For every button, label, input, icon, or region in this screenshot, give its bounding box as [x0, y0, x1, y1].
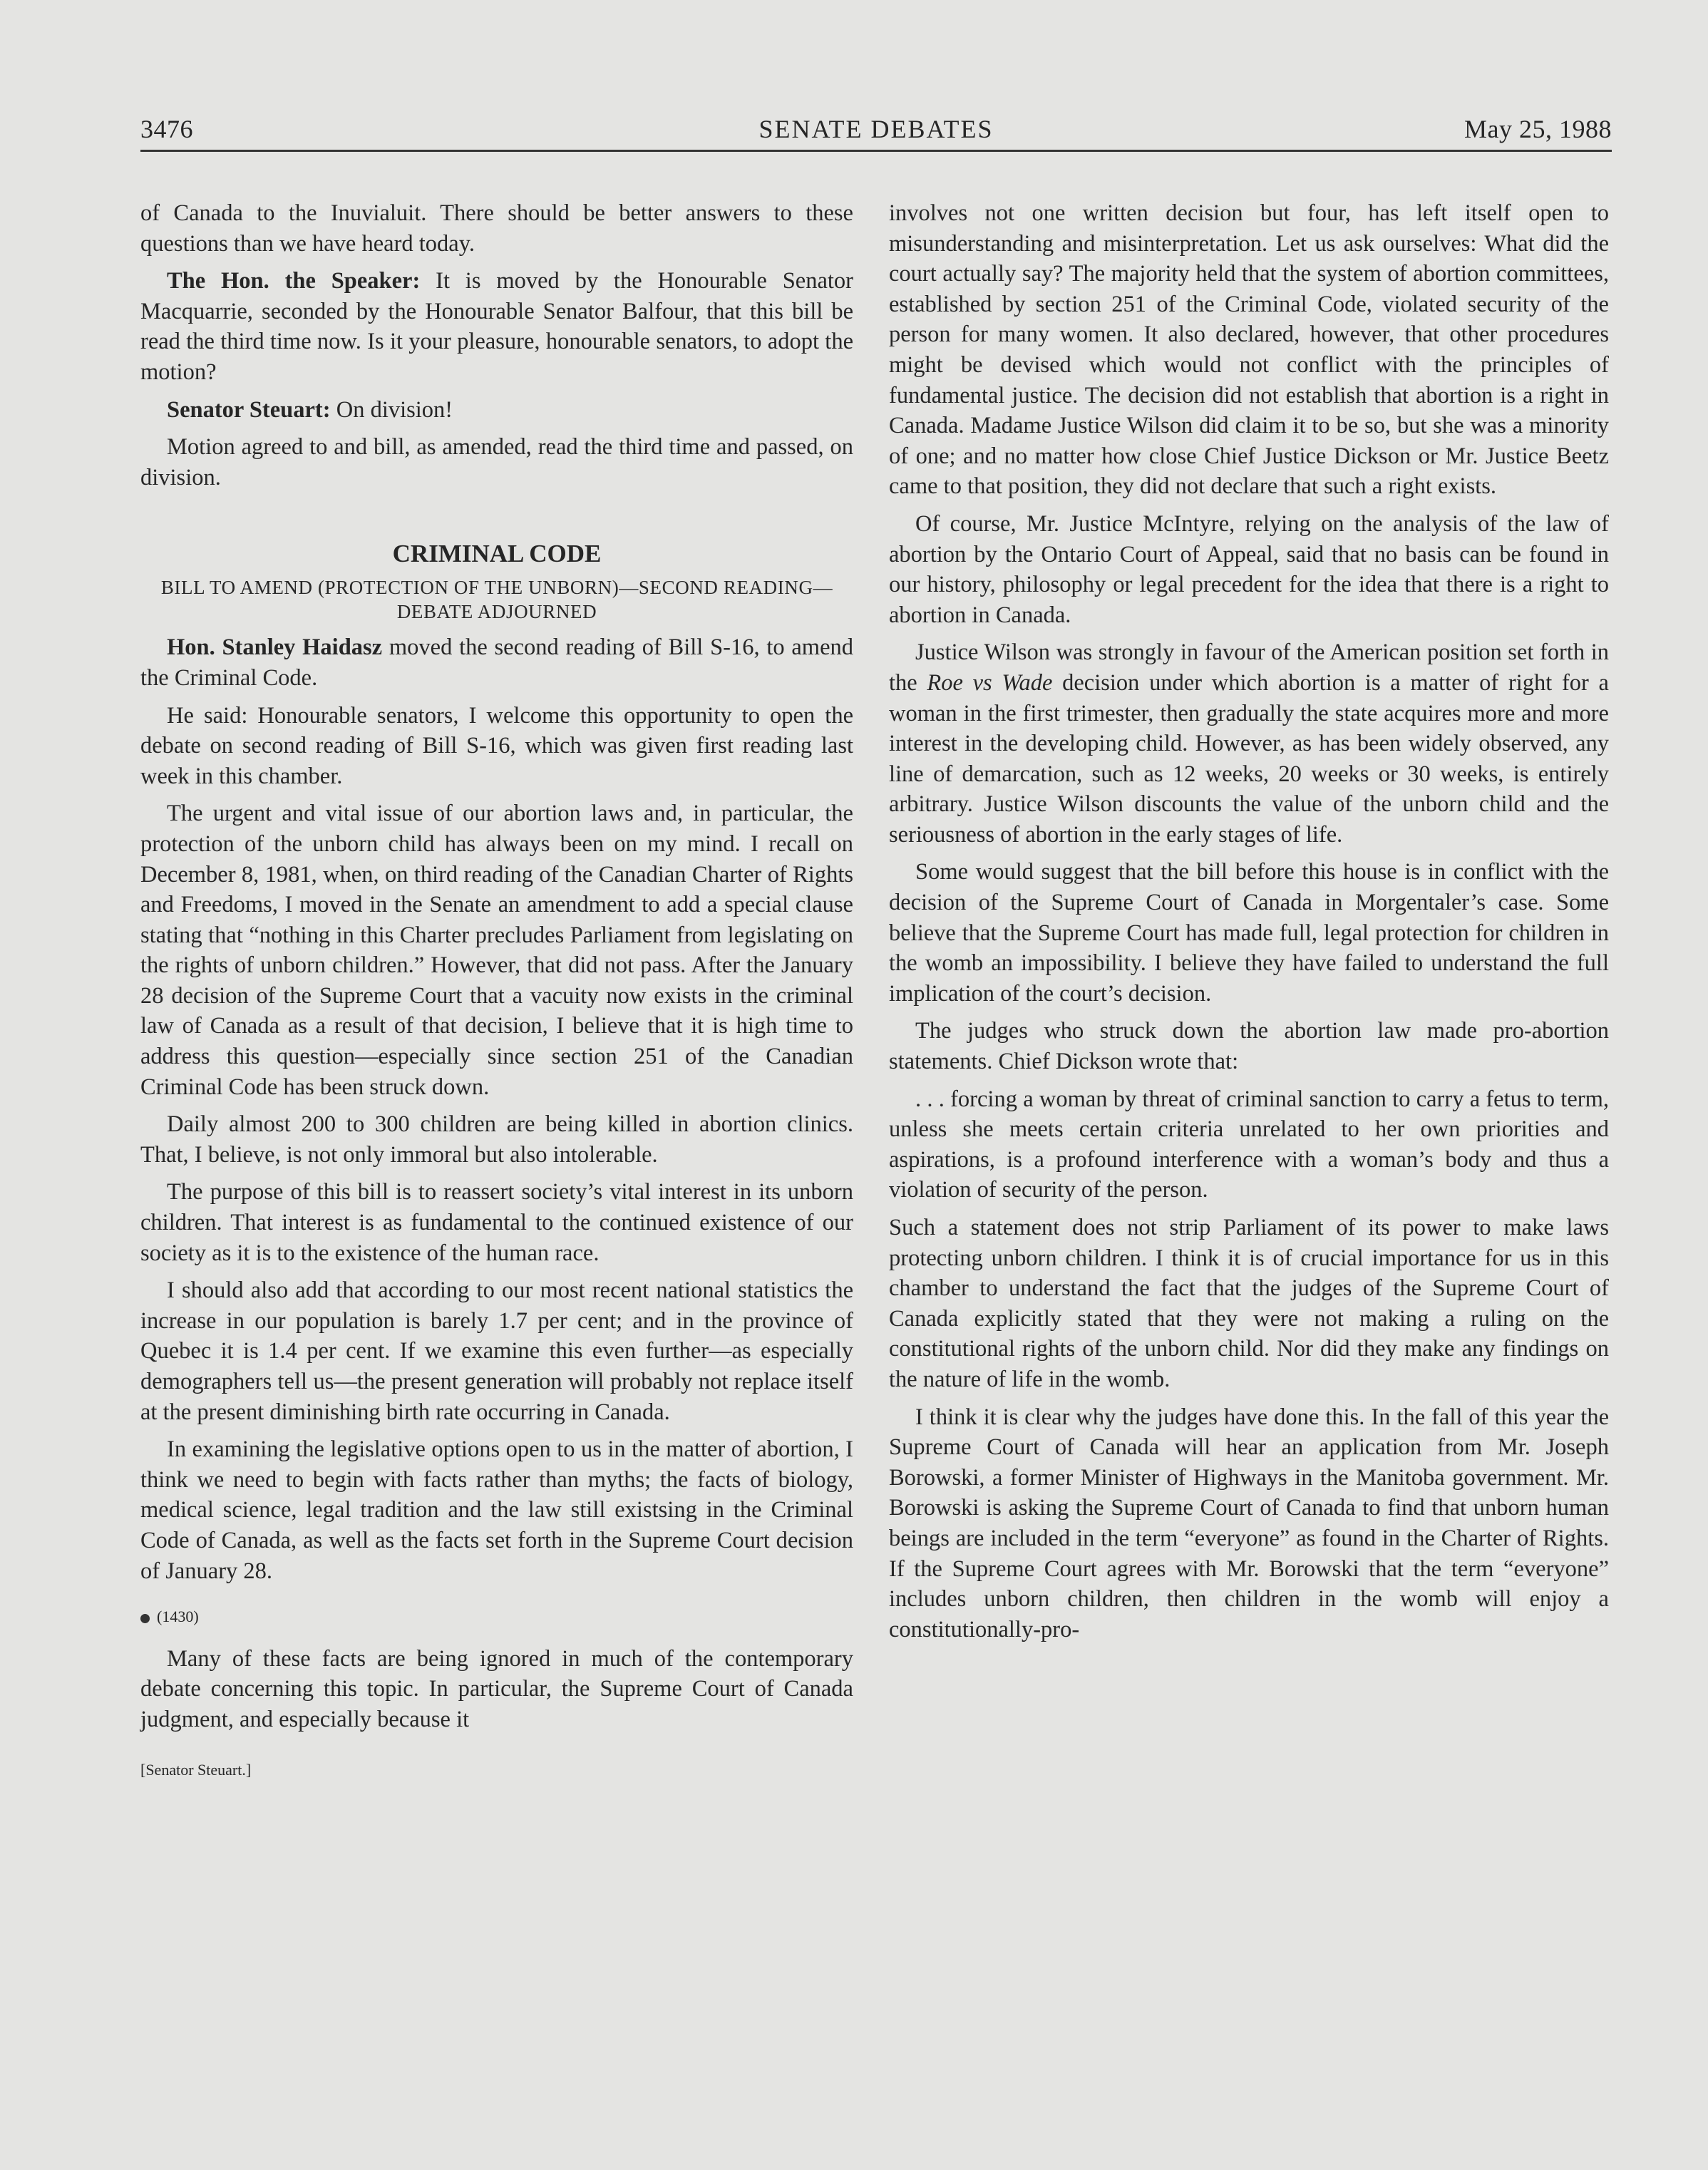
- paragraph: I should also add that according to our most recent national statistics the increase in our population is barely 1.7 per cent; and in the province of Quebec it is 1.4 per cent. If we examine this even further—as especially demographers tell us—the present generation will probably not replace itself at the present diminishing birth rate occurring in Canada.: [140, 1277, 853, 1425]
- section-subtitle: BILL TO AMEND (PROTECTION OF THE UNBORN)—SECOND READING—DEBATE ADJOURNED: [160, 577, 833, 623]
- paragraph: Motion agreed to and bill, as amended, read the third time and passed, on division.: [140, 434, 853, 490]
- paragraph: The purpose of this bill is to reassert society’s vital interest in its unborn children. That interest is as fundamental to the continued existence of our society as it is to the existence of the human race.: [140, 1179, 853, 1266]
- paragraph: [140, 395, 853, 426]
- page-header: [140, 114, 1612, 151]
- paragraph-text: Justice Wilson was strongly in favour of the American position set forth in the: [889, 639, 1609, 696]
- time-marker-text: (1430): [157, 1608, 199, 1626]
- paragraph: of Canada to the Inuvialuit. There should be better answers to these questions than we have heard today.: [140, 200, 853, 257]
- speaker-name: Senator Steuart:: [167, 396, 331, 423]
- paragraph: Daily almost 200 to 300 children are being killed in abortion clinics. That, I believe, is not only immoral but also intolerable.: [140, 1111, 853, 1168]
- section-title: CRIMINAL CODE: [392, 540, 602, 568]
- paragraph: [140, 266, 853, 387]
- speech-text: moved the second reading of Bill S-16, to amend the Criminal Code.: [140, 634, 853, 691]
- paragraph: I think it is clear why the judges have done this. In the fall of this year the Supreme Court of Canada will hear an application from Mr. Joseph Borowski, a former Minister of Highways in the Manitoba government. Mr. Borowski is asking the Supreme Court of Canada to find that unborn human beings are included in the term “everyone” as found in the Charter of Rights. If the Supreme Court agrees with Mr. Borowski that the term “everyone” includes unborn children, then children in the womb will enjoy a constitutionally-pro-: [889, 1404, 1609, 1642]
- right-column: [889, 198, 1609, 1652]
- bullet-dot-icon: [140, 1614, 150, 1623]
- left-column: [140, 198, 853, 1785]
- page-number: 3476: [140, 115, 193, 143]
- paragraph: [889, 637, 1609, 850]
- block-quote: . . . forcing a woman by threat of criminal sanction to carry a fetus to term, unless she meets certain criteria unrelated to her own priorities and aspirations, is a profound interference with a woman’s body and thus a violation of security of the person.: [889, 1086, 1609, 1203]
- paragraph: [140, 632, 853, 693]
- time-marker: [140, 1602, 853, 1632]
- paragraph-text: decision under which abortion is a matter of right for a woman in the first trimester, then gradually the state acquires more and more interest in the developing child. However, as has been widely observed, any line of demarcation, such as 12 weeks, 20 weeks or 30 weeks, is entirely arbitrary. Justice Wilson discounts the value of the unborn child and the seriousness of abortion in the early stages of life.: [889, 669, 1609, 848]
- footnote: [Senator Steuart.]: [140, 1760, 252, 1779]
- paragraph: Many of these facts are being ignored in much of the contemporary debate concerning this topic. In particular, the Supreme Court of Canada judgment, and especially because it: [140, 1645, 853, 1732]
- speaker-name: Hon. Stanley Haidasz: [167, 634, 383, 661]
- paragraph: He said: Honourable senators, I welcome this opportunity to open the debate on second reading of Bill S-16, which was given first reading last week in this chamber.: [140, 702, 853, 789]
- publication-date: May 25, 1988: [1464, 115, 1612, 143]
- header-rule: [140, 150, 1612, 152]
- paragraph: Some would suggest that the bill before this house is in conflict with the decision of the Supreme Court of Canada in Morgentaler’s case. Some believe that the Supreme Court has made full, legal protection for children in the womb an impossibility. I believe they have failed to understand the full implication of the court’s decision.: [889, 859, 1609, 1007]
- paragraph: The judges who struck down the abortion law made pro-abortion statements. Chief Dickson wrote that:: [889, 1018, 1609, 1075]
- speech-text: On division!: [330, 396, 453, 423]
- paragraph: The urgent and vital issue of our abortion laws and, in particular, the protection of the unborn child has always been on my mind. I recall on December 8, 1981, when, on third reading of the Canadian Charter of Rights and Freedoms, I moved in the Senate an amendment to add a special clause stating that “nothing in this Charter precludes Parliament from legislating on the rights of unborn children.” However, that did not pass. After the January 28 decision of the Supreme Court that a vacuity now exists in the criminal law of Canada as a result of that decision, I believe that it is high time to address this question—especially since section 251 of the Canadian Criminal Code has been struck down.: [140, 801, 853, 1100]
- speaker-name: The Hon. the Speaker:: [167, 268, 421, 294]
- paragraph: In examining the legislative options open to us in the matter of abortion, I think we need to begin with facts rather than myths; the facts of biology, medical science, legal tradition and the law still existsing in the Criminal Code of Canada, as well as the facts set forth in the Supreme Court decision of January 28.: [140, 1436, 853, 1584]
- paragraph: involves not one written decision but four, has left itself open to misunderstanding and misinterpretation. Let us ask ourselves: What did the court actually say? The majority held that the system of abortion committees, established by section 251 of the Criminal Code, violated security of the person for many women. It also declared, however, that other procedures might be devised which would not conflict with the principles of fundamental justice. The decision did not establish that abortion is a right in Canada. Madame Justice Wilson did claim it to be so, but she was a minority of one; and no matter how close Chief Justice Dickson or Mr. Justice Beetz came to that position, they did not declare that such a right exists.: [889, 200, 1609, 500]
- paragraph: Such a statement does not strip Parliament of its power to make laws protecting unborn children. I think it is of crucial importance for us in this chamber to understand the fact that the judges of the Supreme Court of Canada explicitly stated that they were not making a ruling on the constitutional rights of the unborn child. Nor did they make any findings on the nature of life in the womb.: [889, 1215, 1609, 1392]
- case-name: Roe vs Wade: [927, 669, 1053, 696]
- paragraph: Of course, Mr. Justice McIntyre, relying on the analysis of the law of abortion by the Ontario Court of Appeal, said that no basis can be found in our history, philosophy or legal precedent for the idea that there is a right to abortion in Canada.: [889, 510, 1609, 628]
- speech-text: It is moved by the Honourable Senator Macquarrie, seconded by the Honourable Senator Balfour, that this bill be read the third time now. Is it your pleasure, honourable senators, to adopt the motion?: [140, 268, 853, 385]
- publication-title: SENATE DEBATES: [758, 115, 994, 143]
